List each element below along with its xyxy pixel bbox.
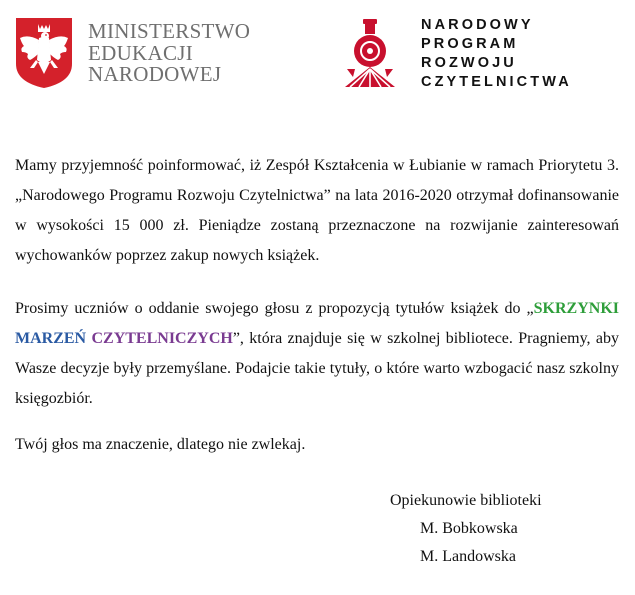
ministry-line-3: NARODOWEJ: [88, 62, 222, 86]
program-line-4: CZYTELNICTWA: [421, 74, 572, 90]
polish-eagle-emblem-icon: [14, 16, 74, 90]
ministry-line-2: EDUKACJI: [88, 40, 194, 65]
highlight-czytelniczych: CZYTELNICZYCH: [91, 330, 233, 347]
paragraph2-rest: ”, która znajduje się w szkolnej bibliotece. Pragniemy, aby Wasze decyzje były przemyślane. Podajcie takie tytuły, o które warto wzbogacić nasz szkolny księgozbiór.: [15, 330, 619, 407]
signature-block: [390, 487, 542, 571]
paragraph-closing: Twój głos ma znaczenie, dlatego nie zwlekaj.: [15, 436, 306, 453]
program-line-3: ROZWOJU: [421, 55, 517, 71]
highlight-skrzynki: SKRZYNKI: [533, 300, 619, 317]
locomotive-book-logo-icon: [341, 17, 399, 89]
paragraph-voting-request: [15, 294, 619, 414]
paragraph2-intro: Prosimy uczniów o oddanie swojego głosu z propozycją tytułów książek do „: [15, 300, 534, 317]
signature-title: Opiekunowie biblioteki: [390, 492, 542, 509]
highlight-marzen: MARZEŃ: [15, 330, 87, 347]
ministry-line-1: MINISTERSTWO: [88, 19, 251, 43]
signature-name-2: M. Landowska: [420, 548, 516, 565]
program-line-1: NARODOWY: [421, 17, 534, 33]
program-line-2: PROGRAM: [421, 36, 519, 52]
ministry-name: [88, 21, 250, 86]
paragraph-funding-info: Mamy przyjemność poinformować, iż Zespół Kształcenia w Łubianie w ramach Priorytetu 3. „Narodowego Programu Rozwoju Czytelnictwa” na lata 2016-2020 otrzymał dofinansowanie w wysokości 15 000 zł. Pieniądze zostaną przeznaczone na rozwijanie zainteresowań wychowanków poprzez zakup nowych książek.: [15, 157, 619, 264]
program-name: [421, 16, 572, 92]
signature-name-1: M. Bobkowska: [420, 520, 518, 537]
